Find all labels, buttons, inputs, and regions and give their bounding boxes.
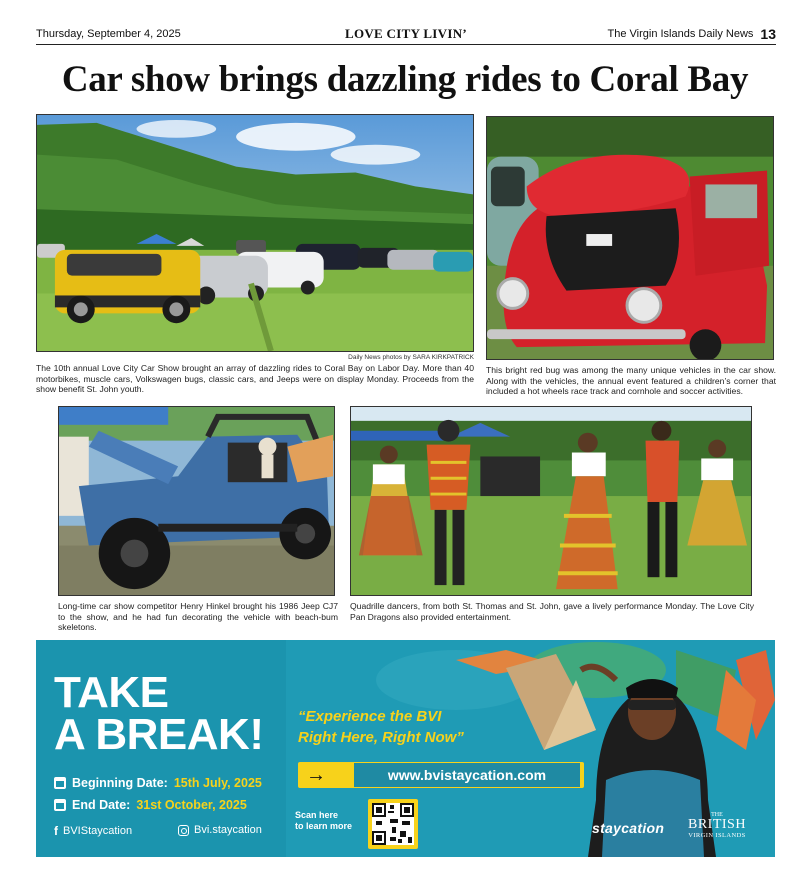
scan-prompt-line2: to learn more <box>295 821 353 831</box>
bvi-logo-british: BRITISH <box>688 817 746 832</box>
facebook-icon: f <box>54 824 58 838</box>
calendar-icon <box>54 799 66 811</box>
blue-jeep-photo <box>58 406 335 596</box>
scan-prompt-line1: Scan here <box>295 810 339 820</box>
bvi-staycation-ad[interactable] <box>36 640 775 857</box>
instagram-handle[interactable] <box>178 824 262 836</box>
facebook-handle[interactable] <box>54 824 132 838</box>
end-date-label: End Date: <box>72 798 131 812</box>
ad-quote <box>298 706 464 748</box>
qr-code-graphic <box>372 803 414 845</box>
arrow-right-icon: → <box>306 764 326 786</box>
begin-date-label: Beginning Date: <box>72 776 168 790</box>
quadrille-dancers-photo <box>350 406 752 596</box>
page-number: 13 <box>760 26 776 42</box>
begin-date-value: 15th July, 2025 <box>173 776 262 790</box>
photo-credit: Daily News photos by SARA KIRKPATRICK <box>348 354 474 361</box>
staycation-logo: staycation <box>592 820 665 836</box>
qr-code-icon[interactable] <box>368 799 418 849</box>
calendar-icon <box>54 777 66 789</box>
car-show-field-photo <box>36 114 474 352</box>
caption-jeep: Long-time car show competitor Henry Hinkel brought his 1986 Jeep CJ7 to the show, and he had fun decorating the vehicle with beach-bum skeletons. <box>58 601 338 632</box>
ad-quote-line1: “Experience the BVI <box>298 708 442 725</box>
end-date <box>54 798 247 812</box>
bvi-logo <box>688 812 746 839</box>
ad-quote-line2: Right Here, Right Now” <box>298 729 464 746</box>
end-date-value: 31st October, 2025 <box>136 798 247 812</box>
paper-name: The Virgin Islands Daily News <box>607 28 754 40</box>
section-name: LOVE CITY LIVIN’ <box>344 26 468 41</box>
begin-date <box>54 776 262 790</box>
instagram-icon <box>178 825 189 836</box>
bvi-logo-virgin-islands: VIRGIN ISLANDS <box>688 832 746 839</box>
header-rule <box>36 44 776 45</box>
issue-date: Thursday, September 4, 2025 <box>36 28 181 40</box>
caption-red-bug: This bright red bug was among the many unique vehicles in the car show. Along with the vehicles, the annual event featured a children’s corner that included a hot wheels race track and cornhole and soccer activities. <box>486 365 776 396</box>
scan-prompt <box>295 810 352 832</box>
facebook-handle-text: BVIStaycation <box>63 825 133 837</box>
article-headline: Car show brings dazzling rides to Coral Bay <box>61 59 749 100</box>
bvi-logo-the: THE <box>711 812 723 818</box>
paper-info <box>608 26 777 42</box>
instagram-handle-text: Bvi.staycation <box>194 824 262 836</box>
ad-headline-line2: A BREAK! <box>54 710 264 759</box>
caption-car-show: The 10th annual Love City Car Show brought an array of dazzling rides to Coral Bay on Labor Day. More than 40 motorbikes, muscle cars, Volkswagen bugs, classic cars, and Jeeps were on display Monday. Proceeds from the show benefit St. John youth. <box>36 363 474 394</box>
ad-headline-line1: TAKE <box>54 668 169 717</box>
ad-url-link[interactable]: www.bvistaycation.com <box>354 763 580 787</box>
red-bug-photo <box>486 116 774 360</box>
page-header <box>36 26 776 44</box>
ad-headline <box>54 668 264 759</box>
caption-dancers: Quadrille dancers, from both St. Thomas and St. John, gave a lively performance Monday. The Love City Pan Dragons also provided entertainment. <box>350 601 754 622</box>
